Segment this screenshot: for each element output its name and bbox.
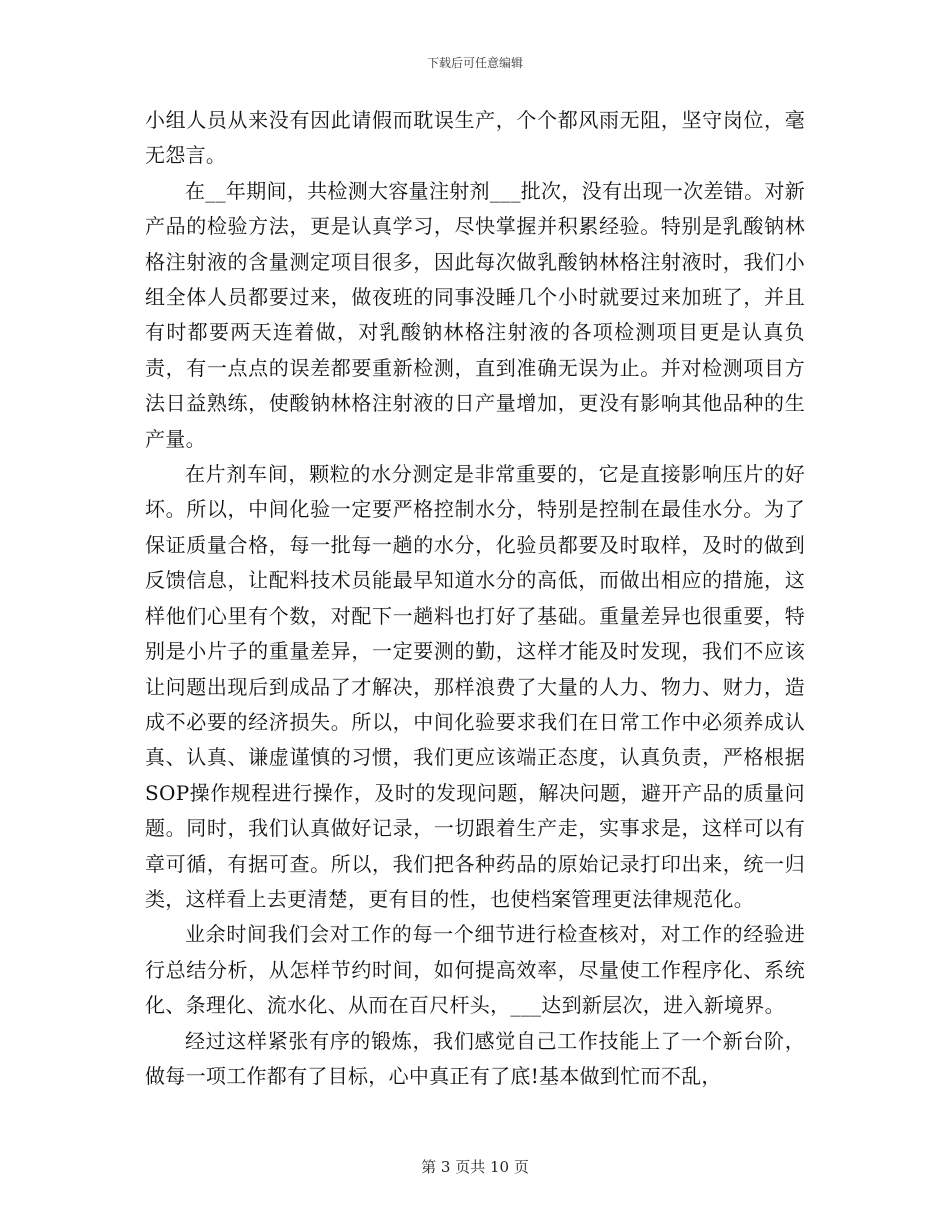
paragraph-inspection: 在__年期间，共检测大容量注射剂___批次，没有出现一次差错。对新产品的检验方法，更是认真学习，尽快掌握并积累经验。特别是乳酸钠林格注射液的含量测定项目很多，因此每次做乳酸钠林格注射液时，我们小组全体人员都要过来，做夜班的同事没睡几个小时就要过来加班了，并且有时都要两天连着做，对乳酸钠林格注射液的各项检测项目更是认真负责，有一点点的误差都要重新检测，直到准确无误为止。并对检测项目方法日益熟练，使酸钠林格注射液的日产量增加，更没有影响其他品种的生产量。 xyxy=(145,178,805,451)
document-body xyxy=(145,103,805,1094)
page-header: 下载后可任意编辑 xyxy=(426,56,523,70)
page-footer: 第 3 页共 10 页 xyxy=(421,1158,529,1176)
paragraph-continuation: 小组人员从来没有因此请假而耽误生产，个个都风雨无阻，坚守岗位，毫无怨言。 xyxy=(145,108,805,168)
paragraph-training: 经过这样紧张有序的锻炼，我们感觉自己工作技能上了一个新台阶，做每一项工作都有了目标，心中真正有了底!基本做到忙而不乱， xyxy=(145,1028,805,1088)
paragraph-spare-time: 业余时间我们会对工作的每一个细节进行检查核对，对工作的经验进行总结分析，从怎样节约时间，如何提高效率，尽量使工作程序化、系统化、条理化、流水化、从而在百尺杆头，___达到新层次，进入新境界。 xyxy=(145,922,805,1018)
paragraph-tablet-workshop: 在片剂车间，颗粒的水分测定是非常重要的，它是直接影响压片的好坏。所以，中间化验一定要严格控制水分，特别是控制在最佳水分。为了保证质量合格，每一批每一趟的水分，化验员都要及时取样，及时的做到反馈信息，让配料技术员能最早知道水分的高低，而做出相应的措施，这样他们心里有个数，对配下一趟料也打好了基础。重量差异也很重要，特别是小片子的重量差异，一定要测的勤，这样才能及时发现，我们不应该让问题出现后到成品了才解决，那样浪费了大量的人力、物力、财力，造成不必要的经济损失。所以，中间化验要求我们在日常工作中必须养成认真、认真、谦虚谨慎的习惯，我们更应该端正态度，认真负责，严格根据SOP操作规程进行操作，及时的发现问题，解决问题，避开产品的质量问题。同时，我们认真做好记录，一切跟着生产走，实事求是，这样可以有章可循，有据可查。所以，我们把各种药品的原始记录打印出来，统一归类，这样看上去更清楚，更有目的性，也使档案管理更法律规范化。 xyxy=(145,462,805,911)
